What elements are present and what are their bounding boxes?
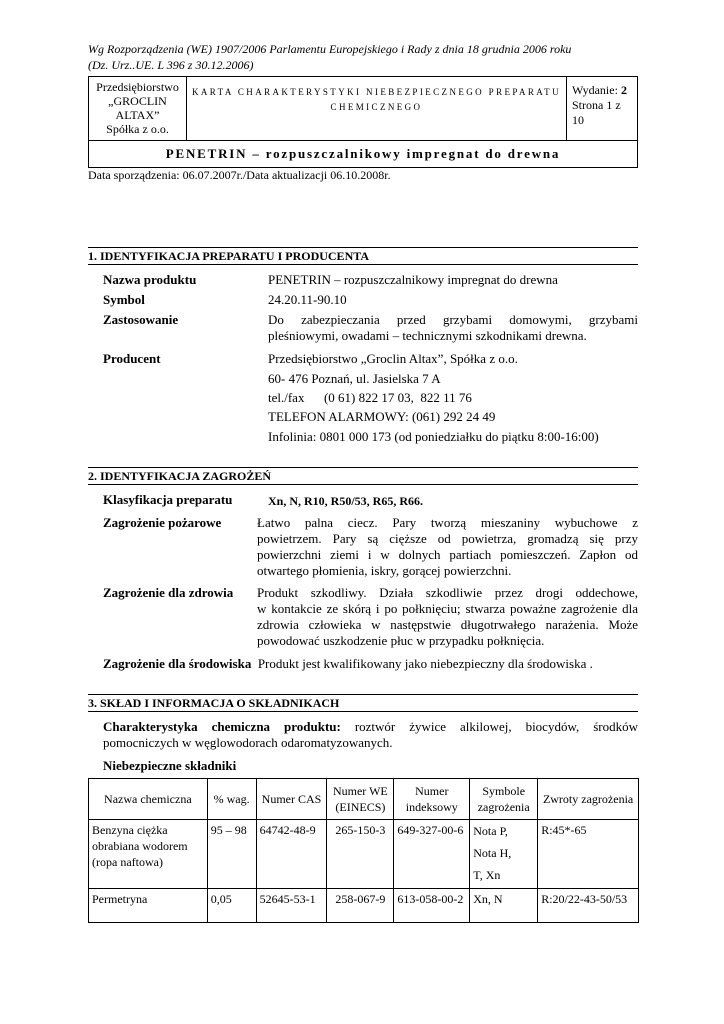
table-row [89,820,639,889]
regulation-line-2: (Dz. Urz..UE. L 396 z 30.12.2006) [88,58,254,72]
column-header: Zwroty zagrożenia [538,779,639,820]
health-hazard-label: Zagrożenie dla zdrowia [103,585,234,600]
column-header: Symbole zagrożenia [470,779,538,820]
cell-cas-number: 52645-53-1 [256,889,327,923]
company-line: ALTAX” [115,108,160,122]
table-row [89,889,639,923]
page-number-line-2: 10 [572,113,584,127]
cell-hazard-symbols [470,820,538,889]
cell-index-number: 649-327-00-6 [394,820,470,889]
document-dates: Data sporządzenia: 06.07.2007r./Data aktualizacji 06.10.2008r. [88,168,391,182]
header-row [89,77,637,141]
cell-chemical-name: Permetryna [89,889,208,923]
fire-hazard-line: powierzchni ziemi i w dolnych partiach pomieszczeń. Zapłon od [257,547,638,562]
chemical-characteristics [103,719,638,735]
health-hazard-line: powodować uszkodzenie płuc w przypadku połknięcia. [257,633,545,648]
document-type-line-2: CHEMICZNEGO [330,102,423,112]
producer-line: 60- 476 Poznań, ul. Jasielska 7 A [268,371,441,386]
fire-hazard-label: Zagrożenie pożarowe [103,515,222,530]
cell-risk-phrases: R:20/22-43-50/53 [538,889,639,923]
health-hazard-line: zdrowia człowieka w następstwie długotrwałego narażenia. Może [257,617,638,632]
health-hazard-line: Produkt szkodliwy. Działa szkodliwie przez drogi oddechowe, [257,585,638,600]
column-header: Numer WE (EINECS) [327,779,394,820]
fire-hazard-line: Łatwo palna ciecz. Pary tworzą mieszaniny wybuchowe z [257,515,638,530]
environment-hazard-value: Produkt jest kwalifikowany jako niebezpieczny dla środowiska . [257,656,593,671]
environment-hazard-label: Zagrożenie dla środowiska [103,656,252,671]
hazard-symbol: T, Xn [473,868,501,882]
document-header-box [88,76,638,168]
cell-cas-number: 64742-48-9 [256,820,327,889]
column-header: % wag. [207,779,256,820]
producer-label: Producent [103,351,161,366]
product-name-label: Nazwa produktu [103,272,197,287]
chemical-characteristics-text: roztwór żywice alkilowej, biocydów, środków [340,719,638,734]
document-type-line-1: KARTA CHARAKTERYSTYKI NIEBEZPIECZNEGO PREPARATU [192,87,561,97]
helpline: Infolinia: 0801 000 173 (od poniedziałku do piątku 8:00-16:00) [268,429,599,444]
chemical-characteristics-line-2: pomocniczych w węglowodorach odaromatyzowanych. [103,735,393,750]
fire-hazard-line: powietrzem. Pary są cięższe od powietrza, gromadzą się przy [257,531,638,546]
cell-weight-percent: 95 – 98 [207,820,256,889]
producer-line: Przedsiębiorstwo „Groclin Altax”, Spółka z o.o. [268,351,518,366]
classification-label: Klasyfikacja preparatu [103,492,233,507]
cell-weight-percent: 0,05 [207,889,256,923]
company-line: Przedsiębiorstwo [96,80,179,94]
cell-we-number: 265-150-3 [327,820,394,889]
cell-hazard-symbols [470,889,538,923]
cell-index-number: 613-058-00-2 [394,889,470,923]
symbol-label: Symbol [103,292,145,307]
producer-phone: tel./fax (0 61) 822 17 03, 822 11 76 [268,390,472,405]
fire-hazard-line: otwartego płomienia, iskry, gorącej powierzchni. [257,563,512,578]
cell-we-number: 258-067-9 [327,889,394,923]
section-2-heading: 2. IDENTYFIKACJA ZAGROŻEŃ [88,467,638,485]
column-header: Nazwa chemiczna [89,779,208,820]
usage-label: Zastosowanie [103,312,179,327]
symbol-value: 24.20.11-90.10 [268,292,347,307]
company-line: Spółka z o.o. [106,122,169,136]
column-header: Numer CAS [256,779,327,820]
health-hazard-line: w kontakcie ze skórą i po połknięciu; stwarza poważne zagrożenie dla [257,601,638,616]
hazard-symbol: Xn, N [473,892,503,906]
usage-line-2: pleśniowymi, owadami – technicznymi szkodnikami drewna. [268,328,587,343]
cell-risk-phrases: R:45*-65 [538,820,639,889]
edition-label: Wydanie: [572,83,621,97]
cell-chemical-name: Benzyna ciężka obrabiana wodorem (ropa naftowa) [89,820,208,889]
components-table [88,778,639,923]
emergency-phone: TELEFON ALARMOWY: (061) 292 24 49 [268,409,496,424]
table-header-row [89,779,639,820]
product-title: PENETRIN – rozpuszczalnikowy impregnat do drewna [165,146,561,161]
environment-hazard [103,656,593,672]
hazard-symbol: Nota P, [473,824,508,838]
edition-info [567,77,637,140]
hazard-symbol: Nota H, [473,846,512,860]
document-type [187,77,567,140]
classification-value: Xn, N, R10, R50/53, R65, R66. [268,494,424,508]
regulation-reference [88,41,571,73]
product-name-value: PENETRIN – rozpuszczalnikowy impregnat do drewna [268,272,558,287]
regulation-line-1: Wg Rozporządzenia (WE) 1907/2006 Parlamentu Europejskiego i Rady z dnia 18 grudnia 2006 roku [88,42,572,56]
company-line: „GROCLIN [108,94,167,108]
column-header: Numer indeksowy [394,779,470,820]
section-1-heading: 1. IDENTYFIKACJA PREPARATU I PRODUCENTA [88,247,638,265]
edition [572,83,637,98]
page-number-line-1: Strona 1 z [572,98,621,112]
usage-line-1: Do zabezpieczania przed grzybami domowymi, grzybami [268,312,638,327]
section-3-heading: 3. SKŁAD I INFORMACJA O SKŁADNIKACH [88,694,638,712]
company-name [89,77,187,140]
dangerous-components-label: Niebezpieczne składniki [103,758,237,773]
chemical-characteristics-label: Charakterystyka chemiczna produktu: [103,719,341,734]
edition-number: 2 [620,83,627,97]
